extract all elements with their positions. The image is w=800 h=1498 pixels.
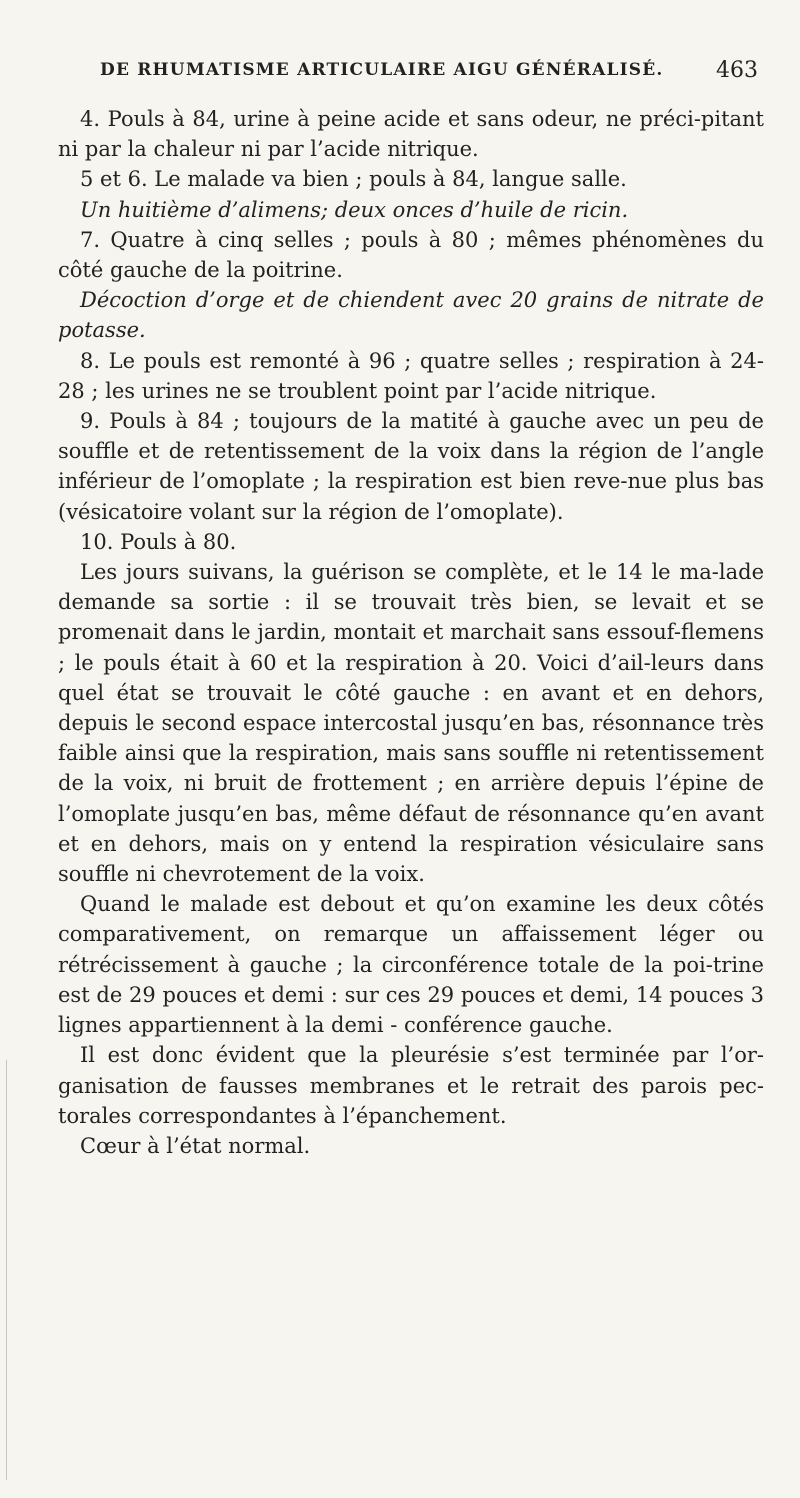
paragraph: Cœur à l’état normal. xyxy=(80,1133,311,1158)
body-text xyxy=(58,104,764,1161)
prescription: Un huitième d’alimens; deux onces d’huile de ricin. xyxy=(80,197,629,222)
running-head xyxy=(60,52,762,92)
paragraph: Il est donc évident que la pleurésie s’est terminée par l’or-ganisation de fausses membranes et le retrait des parois pec-torales correspondantes à l’épanchement. xyxy=(58,1043,764,1128)
paragraph: 10. Pouls à 80. xyxy=(80,529,237,554)
prescription: Décoction d’orge et de chiendent avec 20 grains de nitrate de potasse. xyxy=(58,288,764,343)
paragraph: 8. Le pouls est remonté à 96 ; quatre selles ; respiration à 24-28 ; les urines ne se troublent point par l’acide nitrique. xyxy=(58,348,764,403)
paragraph: 7. Quatre à cinq selles ; pouls à 80 ; mêmes phénomènes du côté gauche de la poitrine. xyxy=(58,227,764,283)
paragraph: Quand le malade est debout et qu’on examine les deux côtés comparativement, on remarque un affaissement léger ou rétrécissement à gauche ; la circonférence totale de la poi-trine est de 29 pouces et demi : sur ces 29 pouces et demi, 14 pouces 3 lignes appartiennent à la demi - conférence gauche. xyxy=(58,892,764,1038)
running-title: DE RHUMATISME ARTICULAIRE AIGU GÉNÉRALISÉ. xyxy=(100,60,664,80)
margin-rule xyxy=(6,1060,7,1480)
paragraph: 5 et 6. Le malade va bien ; pouls à 84, langue salle. xyxy=(80,167,627,192)
page-number: 463 xyxy=(716,58,758,83)
paragraph: Les jours suivans, la guérison se complète, et le 14 le ma-lade demande sa sortie : il se trouvait très bien, se levait et se promenait dans le jardin, montait et marchait sans essouf-flemens ; le pouls était à 60 et la respiration à 20. Voici d’ail-leurs dans quel état se trouvait le côté gauche : en avant et en dehors, depuis le second espace intercostal jusqu’en bas, résonnance très faible ainsi que la respiration, mais sans souffle ni retentissement de la voix, ni bruit de frottement ; en arrière depuis l’épine de l’omoplate jusqu’en bas, même défaut de résonnance qu’en avant et en dehors, mais on y entend la respiration vésiculaire sans souffle ni chevrotement de la voix. xyxy=(58,560,764,887)
paragraph: 9. Pouls à 84 ; toujours de la matité à gauche avec un peu de souffle et de retentissement de la voix dans la région de l’angle inférieur de l’omoplate ; la respiration est bien reve-nue plus bas (vésicatoire volant sur la région de l’omoplate). xyxy=(58,409,764,524)
paragraph: 4. Pouls à 84, urine à peine acide et sans odeur, ne préci-pitant ni par la chaleur ni par l’acide nitrique. xyxy=(58,107,764,162)
